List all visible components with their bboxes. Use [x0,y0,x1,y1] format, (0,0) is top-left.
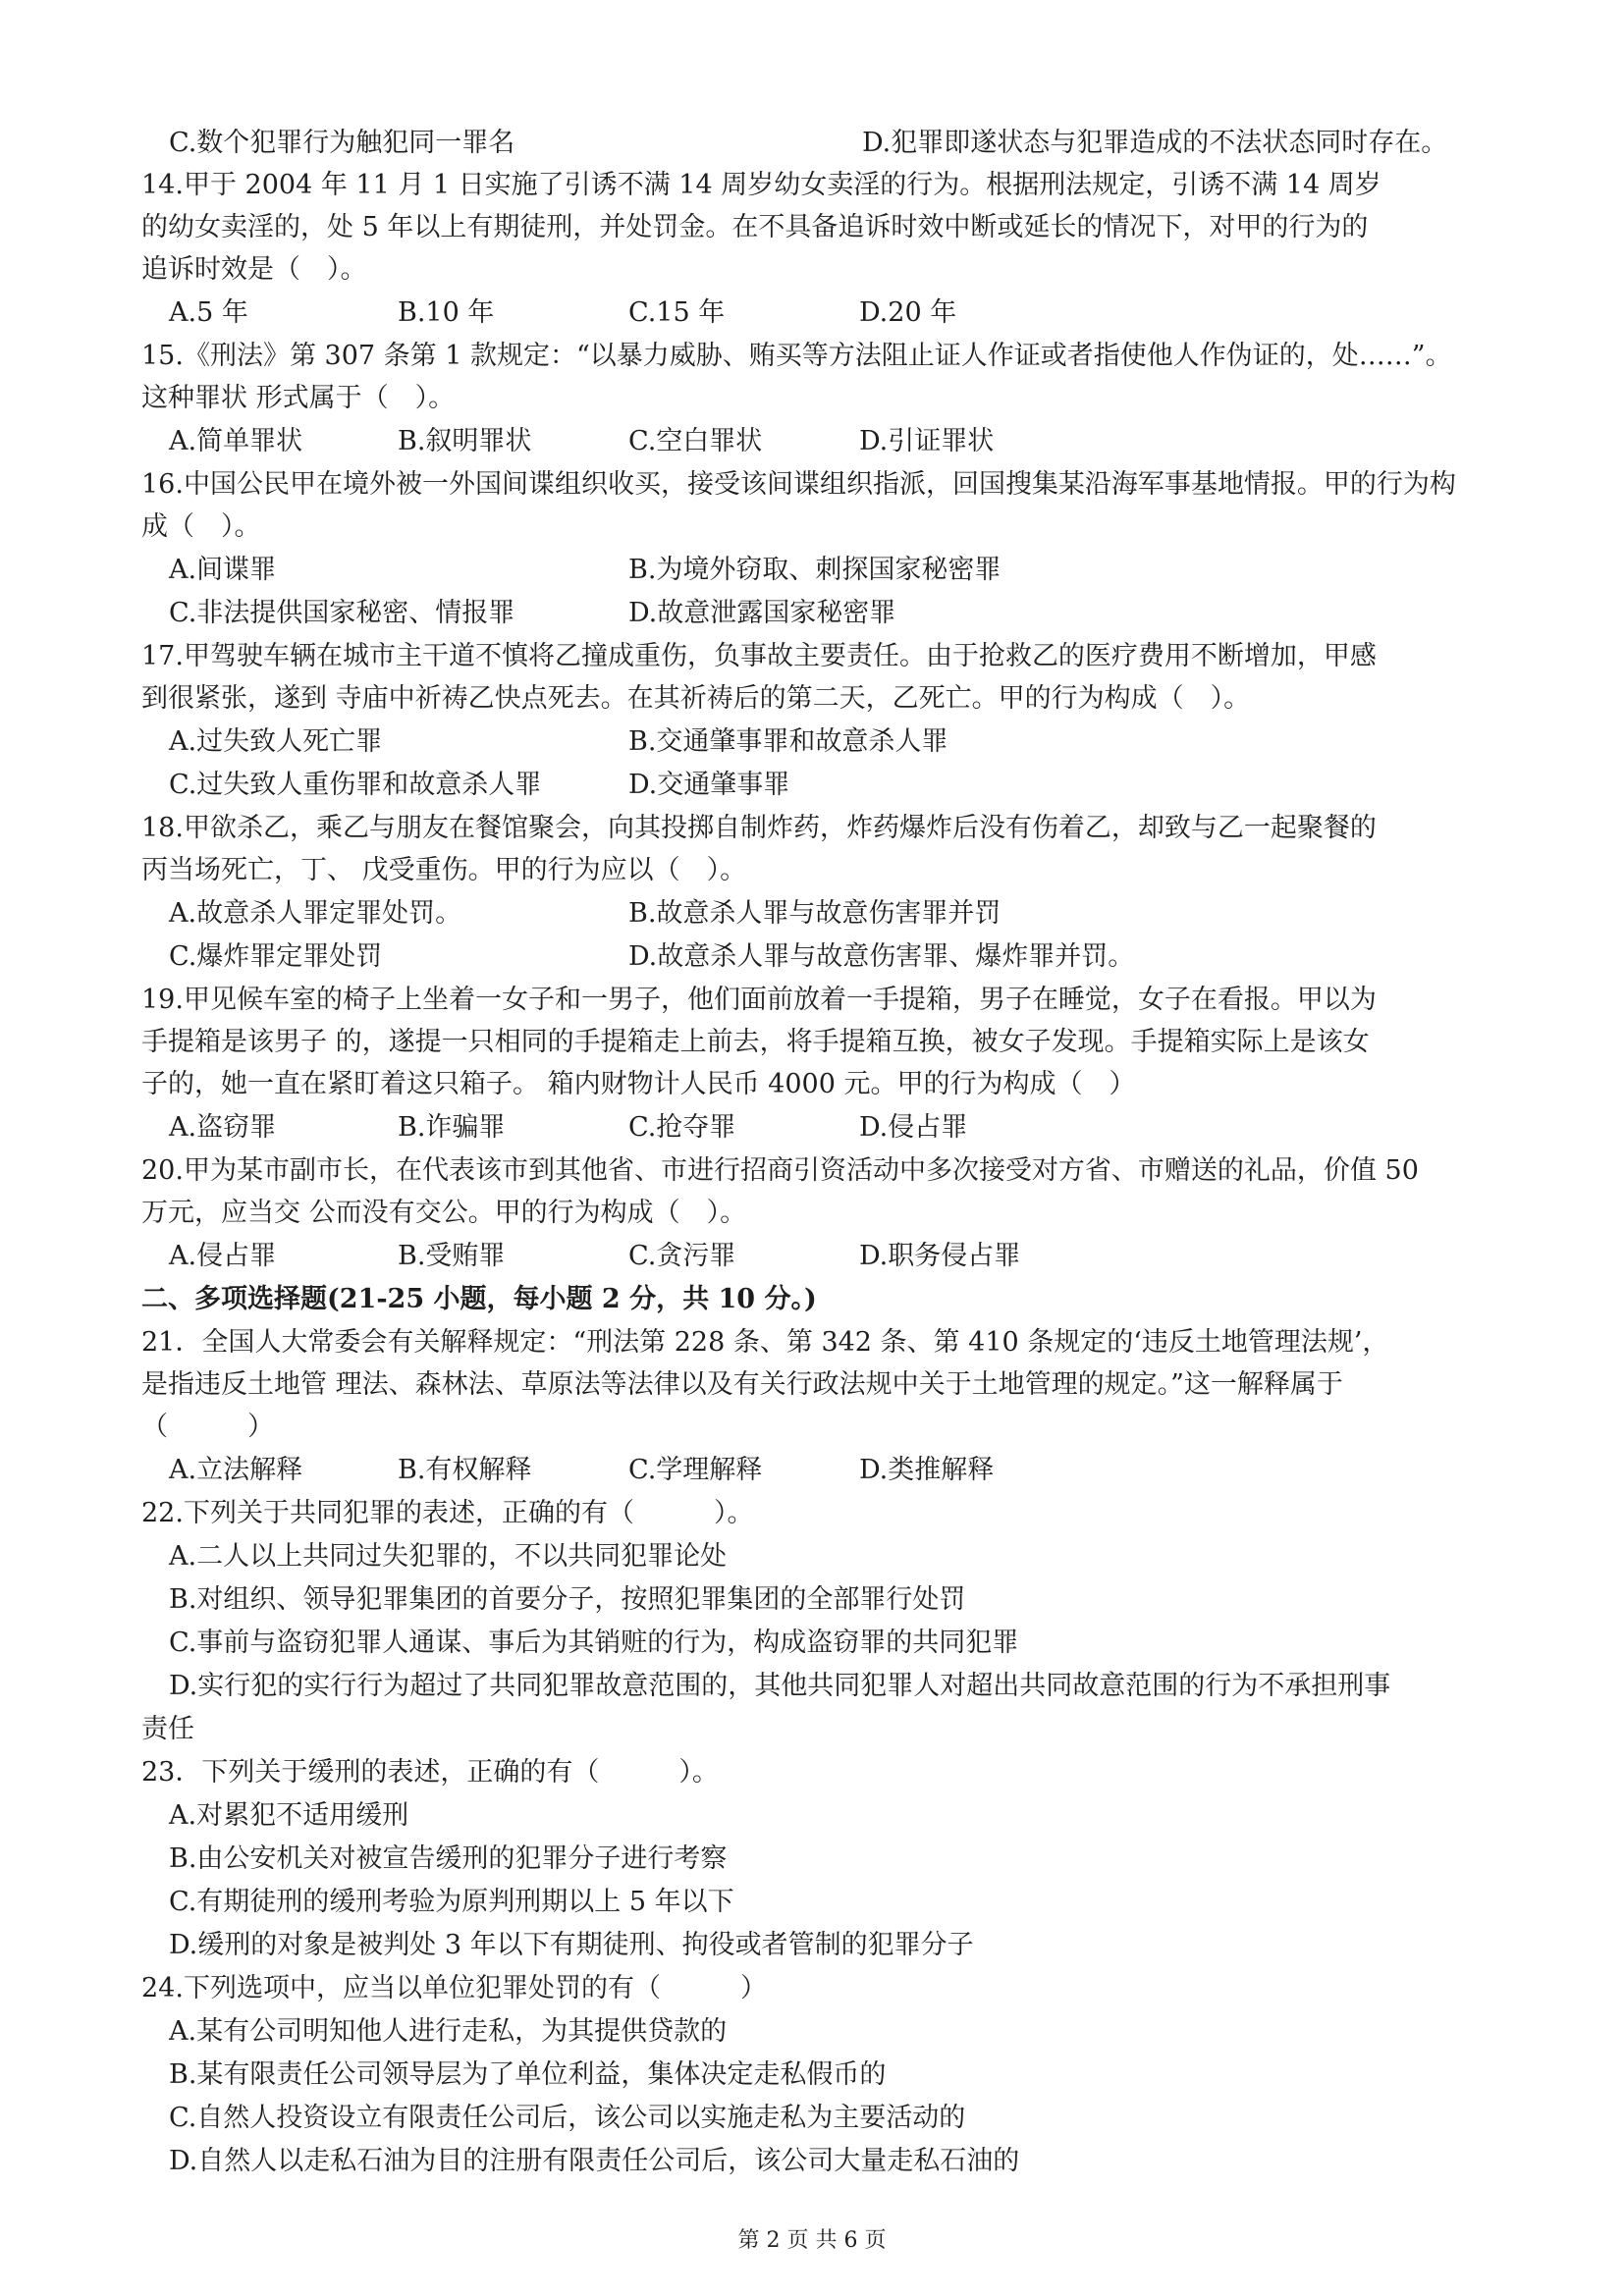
text-line: C.有期徒刑的缓刑考验为原判刑期以上 5 年以下 [169,1887,734,1917]
text-line: 15.《刑法》第 307 条第 1 款规定：“以暴力威胁、贿买等方法阻止证人作证或者指使他人作伪证的，处……”。 [141,341,1452,371]
text-line: A.立法解释 [169,1455,303,1485]
text-line: 的幼女卖淫的，处 5 年以上有期徒刑，并处罚金。在不具备追诉时效中断或延长的情况下，对甲的行为的 [141,212,1369,242]
text-line: （ ） [141,1412,274,1442]
text-line: A.简单罪状 [169,426,303,456]
text-line: 20.甲为某市副市长，在代表该市到其他省、市进行招商引资活动中多次接受对方省、市赠送的礼品，价值 50 [141,1155,1419,1186]
text-line: C.事前与盗窃犯罪人通谋、事后为其销赃的行为，构成盗窃罪的共同犯罪 [169,1628,1019,1658]
text-line: D.引证罪状 [859,426,995,456]
text-line: B.有权解释 [398,1455,532,1485]
text-line: 16.中国公民甲在境外被一外国间谍组织收买，接受该间谍组织指派，回国搜集某沿海军事基地情报。甲的行为构 [141,469,1456,500]
text-line: A.5 年 [169,297,248,328]
text-line: B.某有限责任公司领导层为了单位利益，集体决定走私假币的 [169,2059,887,2090]
text-line: C.自然人投资设立有限责任公司后，该公司以实施走私为主要活动的 [169,2103,966,2133]
text-line: D.类推解释 [859,1455,995,1485]
text-line: C.过失致人重伤罪和故意杀人罪 [169,770,542,800]
text-line: C.学理解释 [628,1455,763,1485]
text-line: 责任 [141,1714,194,1744]
text-line: A.故意杀人罪定罪处罚。 [169,898,462,929]
text-line: 21．全国人大常委会有关解释规定：“刑法第 228 条、第 342 条、第 410 条规定的‘违反土地管理法规’， [141,1327,1389,1358]
text-line: C.抢夺罪 [628,1112,736,1143]
text-line: C.非法提供国家秘密、情报罪 [169,598,515,628]
text-line: D.侵占罪 [859,1112,968,1143]
text-line: 成（ ）。 [141,511,261,542]
text-line: D.犯罪即遂状态与犯罪造成的不法状态同时存在。 [862,128,1448,158]
text-line: A.盗窃罪 [169,1112,277,1143]
text-line: 子的，她一直在紧盯着这只箱子。 箱内财物计人民币 4000 元。甲的行为构成（ ） [141,1069,1136,1099]
text-line: B.故意杀人罪与故意伤害罪并罚 [628,898,1001,929]
text-line: 22.下列关于共同犯罪的表述，正确的有（ ）。 [141,1498,754,1528]
text-line: D.自然人以走私石油为目的注册有限责任公司后，该公司大量走私石油的 [169,2146,1020,2176]
text-line: 二、多项选择题(21-25 小题，每小题 2 分，共 10 分。) [141,1284,817,1314]
text-line: B.诈骗罪 [398,1112,506,1143]
text-line: D.20 年 [859,297,957,328]
text-line: 19.甲见候车室的椅子上坐着一女子和一男子，他们面前放着一手提箱，男子在睡觉，女子在看报。甲以为 [141,985,1377,1015]
text-line: D.故意泄露国家秘密罪 [628,598,896,628]
text-line: D.交通肇事罪 [628,770,790,800]
text-line: B.叙明罪状 [398,426,532,456]
text-line: D.缓刑的对象是被判处 3 年以下有期徒刑、拘役或者管制的犯罪分子 [169,1930,974,1960]
text-line: B.由公安机关对被宣告缓刑的犯罪分子进行考察 [169,1843,728,1874]
text-line: 14.甲于 2004 年 11 月 1 日实施了引诱不满 14 周岁幼女卖淫的行为。根据刑法规定，引诱不满 14 周岁 [141,170,1381,200]
text-line: C.爆炸罪定罪处罚 [169,941,383,972]
text-line: 24.下列选项中，应当以单位犯罪处罚的有（ ） [141,1973,767,2003]
text-line: 万元，应当交 公而没有交公。甲的行为构成（ ）。 [141,1198,747,1228]
text-line: A.间谍罪 [169,555,277,585]
text-line: 18.甲欲杀乙，乘乙与朋友在餐馆聚会，向其投掷自制炸药，炸药爆炸后没有伤着乙，却致与乙一起聚餐的 [141,813,1377,843]
text-line: 丙当场死亡，丁、 戊受重伤。甲的行为应以（ ）。 [141,855,747,885]
text-line: D.故意杀人罪与故意伤害罪、爆炸罪并罚。 [628,941,1135,972]
text-line: 23．下列关于缓刑的表述，正确的有（ ）。 [141,1757,719,1788]
text-line: B.为境外窃取、刺探国家秘密罪 [628,555,1001,585]
text-line: C.空白罪状 [628,426,763,456]
text-line: B.10 年 [398,297,495,328]
text-line: B.受贿罪 [398,1241,506,1271]
text-line: 到很紧张，遂到 寺庙中祈祷乙快点死去。在其祈祷后的第二天，乙死亡。甲的行为构成（ ）。 [141,683,1251,714]
text-line: C.15 年 [628,297,726,328]
text-line: 这种罪状 形式属于（ ）。 [141,383,456,413]
text-line: C.贪污罪 [628,1241,736,1271]
text-line: D.职务侵占罪 [859,1241,1021,1271]
text-line: 追诉时效是（ ）。 [141,254,367,285]
text-line: 手提箱是该男子 的，遂提一只相同的手提箱走上前去，将手提箱互换，被女子发现。手提箱实际上是该女 [141,1027,1370,1057]
text-line: C.数个犯罪行为触犯同一罪名 [169,128,515,158]
text-line: A.侵占罪 [169,1241,277,1271]
text-line: 是指违反土地管 理法、森林法、草原法等法律以及有关行政法规中关于土地管理的规定。”这一解释属于 [141,1369,1343,1400]
text-line: A.二人以上共同过失犯罪的，不以共同犯罪论处 [169,1541,728,1572]
text-line: B.交通肇事罪和故意杀人罪 [628,726,948,757]
text-line: A.对累犯不适用缓刑 [169,1800,409,1831]
text-line: A.过失致人死亡罪 [169,726,383,757]
text-line: 17.甲驾驶车辆在城市主干道不慎将乙撞成重伤，负事故主要责任。由于抢救乙的医疗费用不断增加，甲感 [141,641,1377,671]
text-line: D.实行犯的实行行为超过了共同犯罪故意范围的，其他共同犯罪人对超出共同故意范围的行为不承担刑事 [169,1671,1391,1701]
text-line: A.某有公司明知他人进行走私，为其提供贷款的 [169,2016,728,2047]
text-line: B.对组织、领导犯罪集团的首要分子，按照犯罪集团的全部罪行处罚 [169,1584,966,1615]
page-footer: 第 2 页 共 6 页 [737,2228,887,2253]
